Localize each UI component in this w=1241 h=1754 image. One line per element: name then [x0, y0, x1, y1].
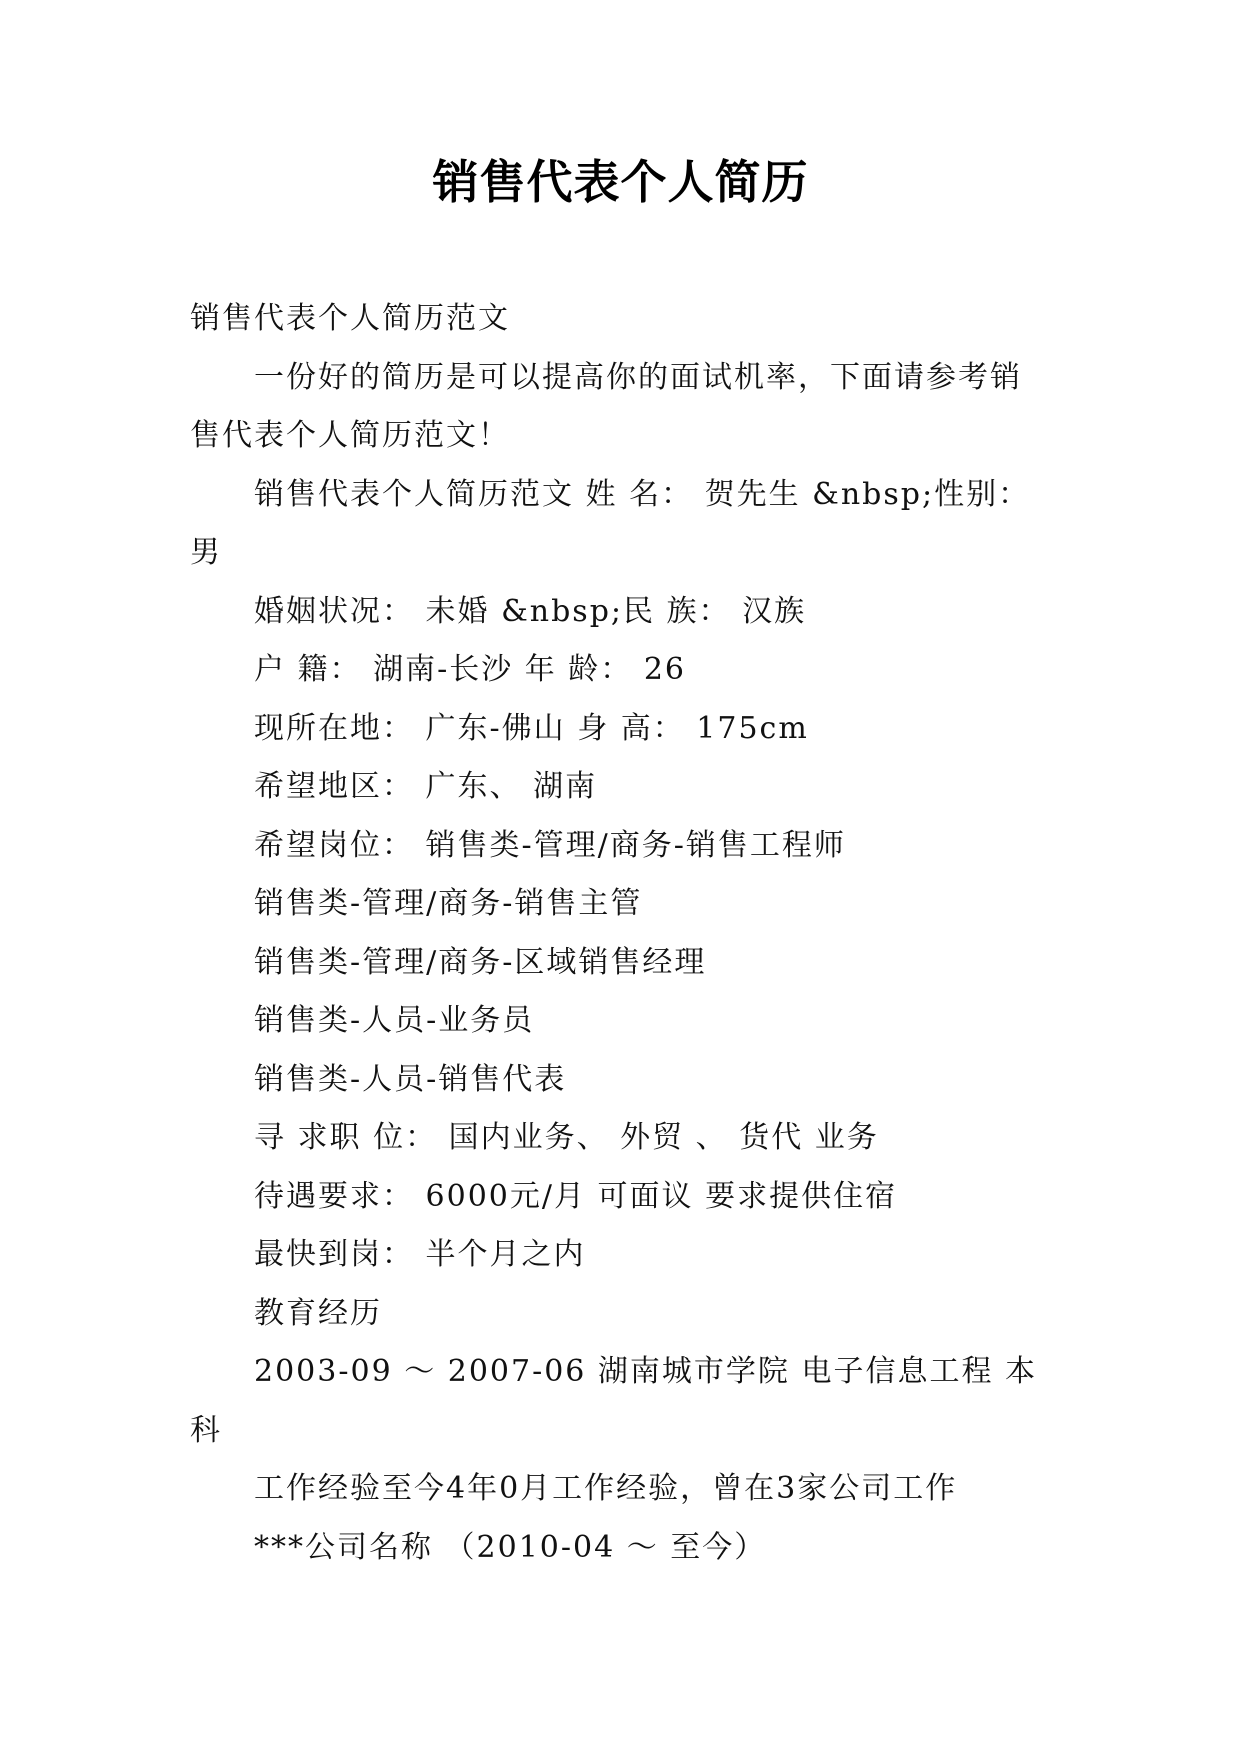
paragraph-intro: 一份好的简历是可以提高你的面试机率，下面请参考销售代表个人简历范文！ [190, 359, 1022, 453]
paragraph-hukou-age: 户 籍： 湖南-长沙 年 龄： 26 [254, 652, 686, 687]
paragraph-work-summary: 工作经验至今4年0月工作经验，曾在3家公司工作 [254, 1471, 958, 1506]
paragraph-position-2: 销售类-管理/商务-销售主管 [254, 886, 643, 921]
paragraph-seeking-position: 寻 求职 位： 国内业务、 外贸 、 货代 业务 [254, 1120, 879, 1155]
paragraph-location-height: 现所在地： 广东-佛山 身 高： 175cm [254, 710, 809, 746]
paragraph-position-3: 销售类-管理/商务-区域销售经理 [254, 944, 707, 980]
paragraph-position-5: 销售类-人员-销售代表 [254, 1061, 567, 1097]
paragraph-intro-heading: 销售代表个人简历范文 [190, 301, 510, 336]
paragraph-start-date: 最快到岗： 半个月之内 [254, 1237, 586, 1272]
paragraph-company-entry: ***公司名称 （2010-04 ～ 至今） [254, 1529, 767, 1565]
paragraph-position-4: 销售类-人员-业务员 [254, 1003, 535, 1038]
paragraph-salary: 待遇要求： 6000元/月 可面议 要求提供住宿 [254, 1178, 898, 1214]
paragraph-education-entry: 2003-09 ～ 2007-06 湖南城市学院 电子信息工程 本科 [190, 1354, 1037, 1448]
document-body [190, 290, 1050, 1577]
paragraph-education-heading: 教育经历 [254, 1295, 382, 1331]
paragraph-name-gender: 销售代表个人简历范文 姓 名： 贺先生 &nbsp;性别： 男 [190, 476, 1031, 570]
document-title: 销售代表个人简历 [432, 155, 809, 209]
paragraph-desired-position: 希望岗位： 销售类-管理/商务-销售工程师 [254, 827, 846, 863]
paragraph-desired-region: 希望地区： 广东、 湖南 [254, 769, 598, 804]
paragraph-marital-ethnicity: 婚姻状况： 未婚 &nbsp;民 族： 汉族 [254, 593, 807, 629]
